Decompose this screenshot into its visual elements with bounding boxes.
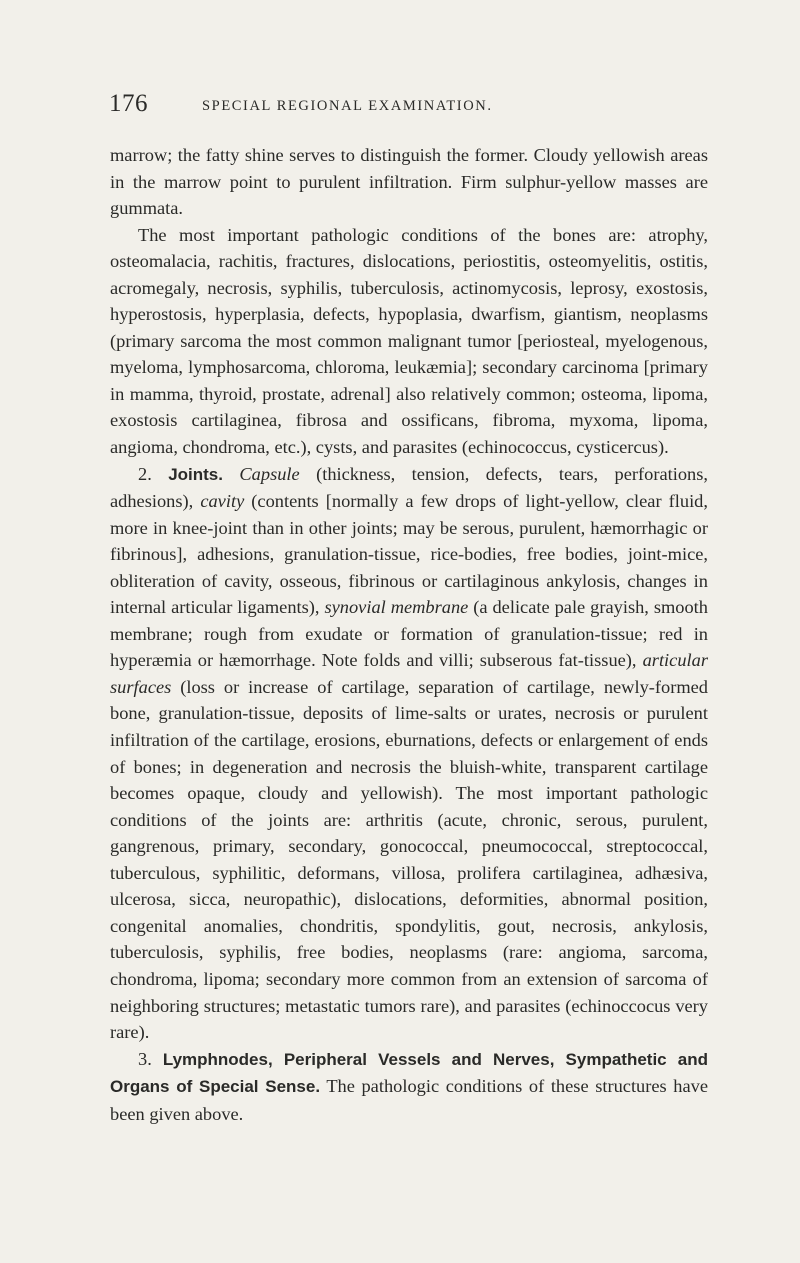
lymphnodes-text: The pathologic conditions of these structures have been given above. <box>110 1076 708 1124</box>
section-number: 3. <box>138 1048 152 1069</box>
term-synovial-membrane: synovial membrane <box>324 597 469 618</box>
term-cavity: cavity <box>200 491 245 512</box>
page-header <box>109 90 709 130</box>
capsule-text: (thickness, tension, defects, tears, perforations, adhesions), <box>110 463 709 512</box>
paragraph-joints <box>110 461 708 1046</box>
running-head: SPECIAL REGIONAL EXAMINATION. <box>202 98 493 114</box>
paragraph-lymphnodes <box>110 1046 708 1128</box>
term-capsule: Capsule <box>239 463 300 484</box>
body-text <box>110 142 708 1127</box>
synovial-text: (a delicate pale grayish, smooth membrane; rough from exudate or formation of granulation-tissue; red in hyperæmia or hæmorrhage. Note folds and villi; subserous fat-tissue), <box>110 597 708 671</box>
section-heading-lymphnodes: Lymphnodes, Peripheral Vessels and Nerves, Sympathetic and Organs of Special Sense. <box>110 1049 708 1097</box>
cavity-text: (contents [normally a few drops of light-yellow, clear fluid, more in knee-joint than in other joints; may be serous, purulent, hæmorrhagic or fibrinous], adhesions, granulation-tissue, rice-bodies, free bodies, joint-mice, obliteration of cavity, osseous, fibrinous or cartilaginous ankylosis, changes in internal articular ligaments), <box>110 491 708 618</box>
term-articular-surfaces: articular surfaces <box>110 650 708 697</box>
paragraph-bone-conditions: The most important pathologic conditions of the bones are: atrophy, osteomalacia, rachitis, fractures, dislocations, periostitis, osteomyelitis, ostitis, acromegaly, necrosis, syphilis, tuberculosis, actinomycosis, leprosy, exostosis, hyperostosis, hyperplasia, defects, hypoplasia, dwarfism, giantism, neoplasms (primary sarcoma the most common malignant tumor [periosteal, myelogenous, myeloma, lymphosarcoma, chloroma, leukæmia]; secondary carcinoma [primary in mamma, thyroid, prostate, adrenal] also relatively common; osteoma, lipoma, exostosis cartilaginea, fibrosa and ossificans, fibroma, myxoma, lipoma, angioma, chondroma, etc.), cysts, and parasites (echinococcus, cysticercus). <box>110 224 708 458</box>
section-number: 2. <box>138 463 152 484</box>
page-number: 176 <box>109 90 148 117</box>
articular-text: (loss or increase of cartilage, separation of cartilage, newly-formed bone, granulation-tissue, deposits of lime-salts or urates, necrosis or purulent infiltration of the cartilage, erosions, eburnations, defects or enlargement of ends of bones; in degeneration and necrosis the bluish-white, transparent cartilage becomes opaque, cloudy and yellowish). The most important pathologic conditions of the joints are: arthritis (acute, chronic, serous, purulent, gangrenous, primary, secondary, gonococcal, pneumococcal, streptococcal, tuberculous, syphilitic, deformans, villosa, prolifera cartilaginea, adhæsiva, ulcerosa, sicca, neuropathic), dislocations, deformities, abnormal position, congenital anomalies, chondritis, spondylitis, gout, necrosis, ankylosis, tuberculosis, syphilis, free bodies, neoplasms (rare: angioma, sarcoma, chondroma, lipoma; secondary more common from an extension of sarcoma of neighboring structures; metastatic tumors rare), and parasites (echinoccocus very rare). <box>110 676 708 1043</box>
section-heading-joints: Joints. <box>168 464 223 484</box>
paragraph-marrow: marrow; the fatty shine serves to distinguish the former. Cloudy yellowish areas in the marrow point to purulent infiltration. Firm sulphur-yellow masses are gummata. <box>110 145 708 219</box>
